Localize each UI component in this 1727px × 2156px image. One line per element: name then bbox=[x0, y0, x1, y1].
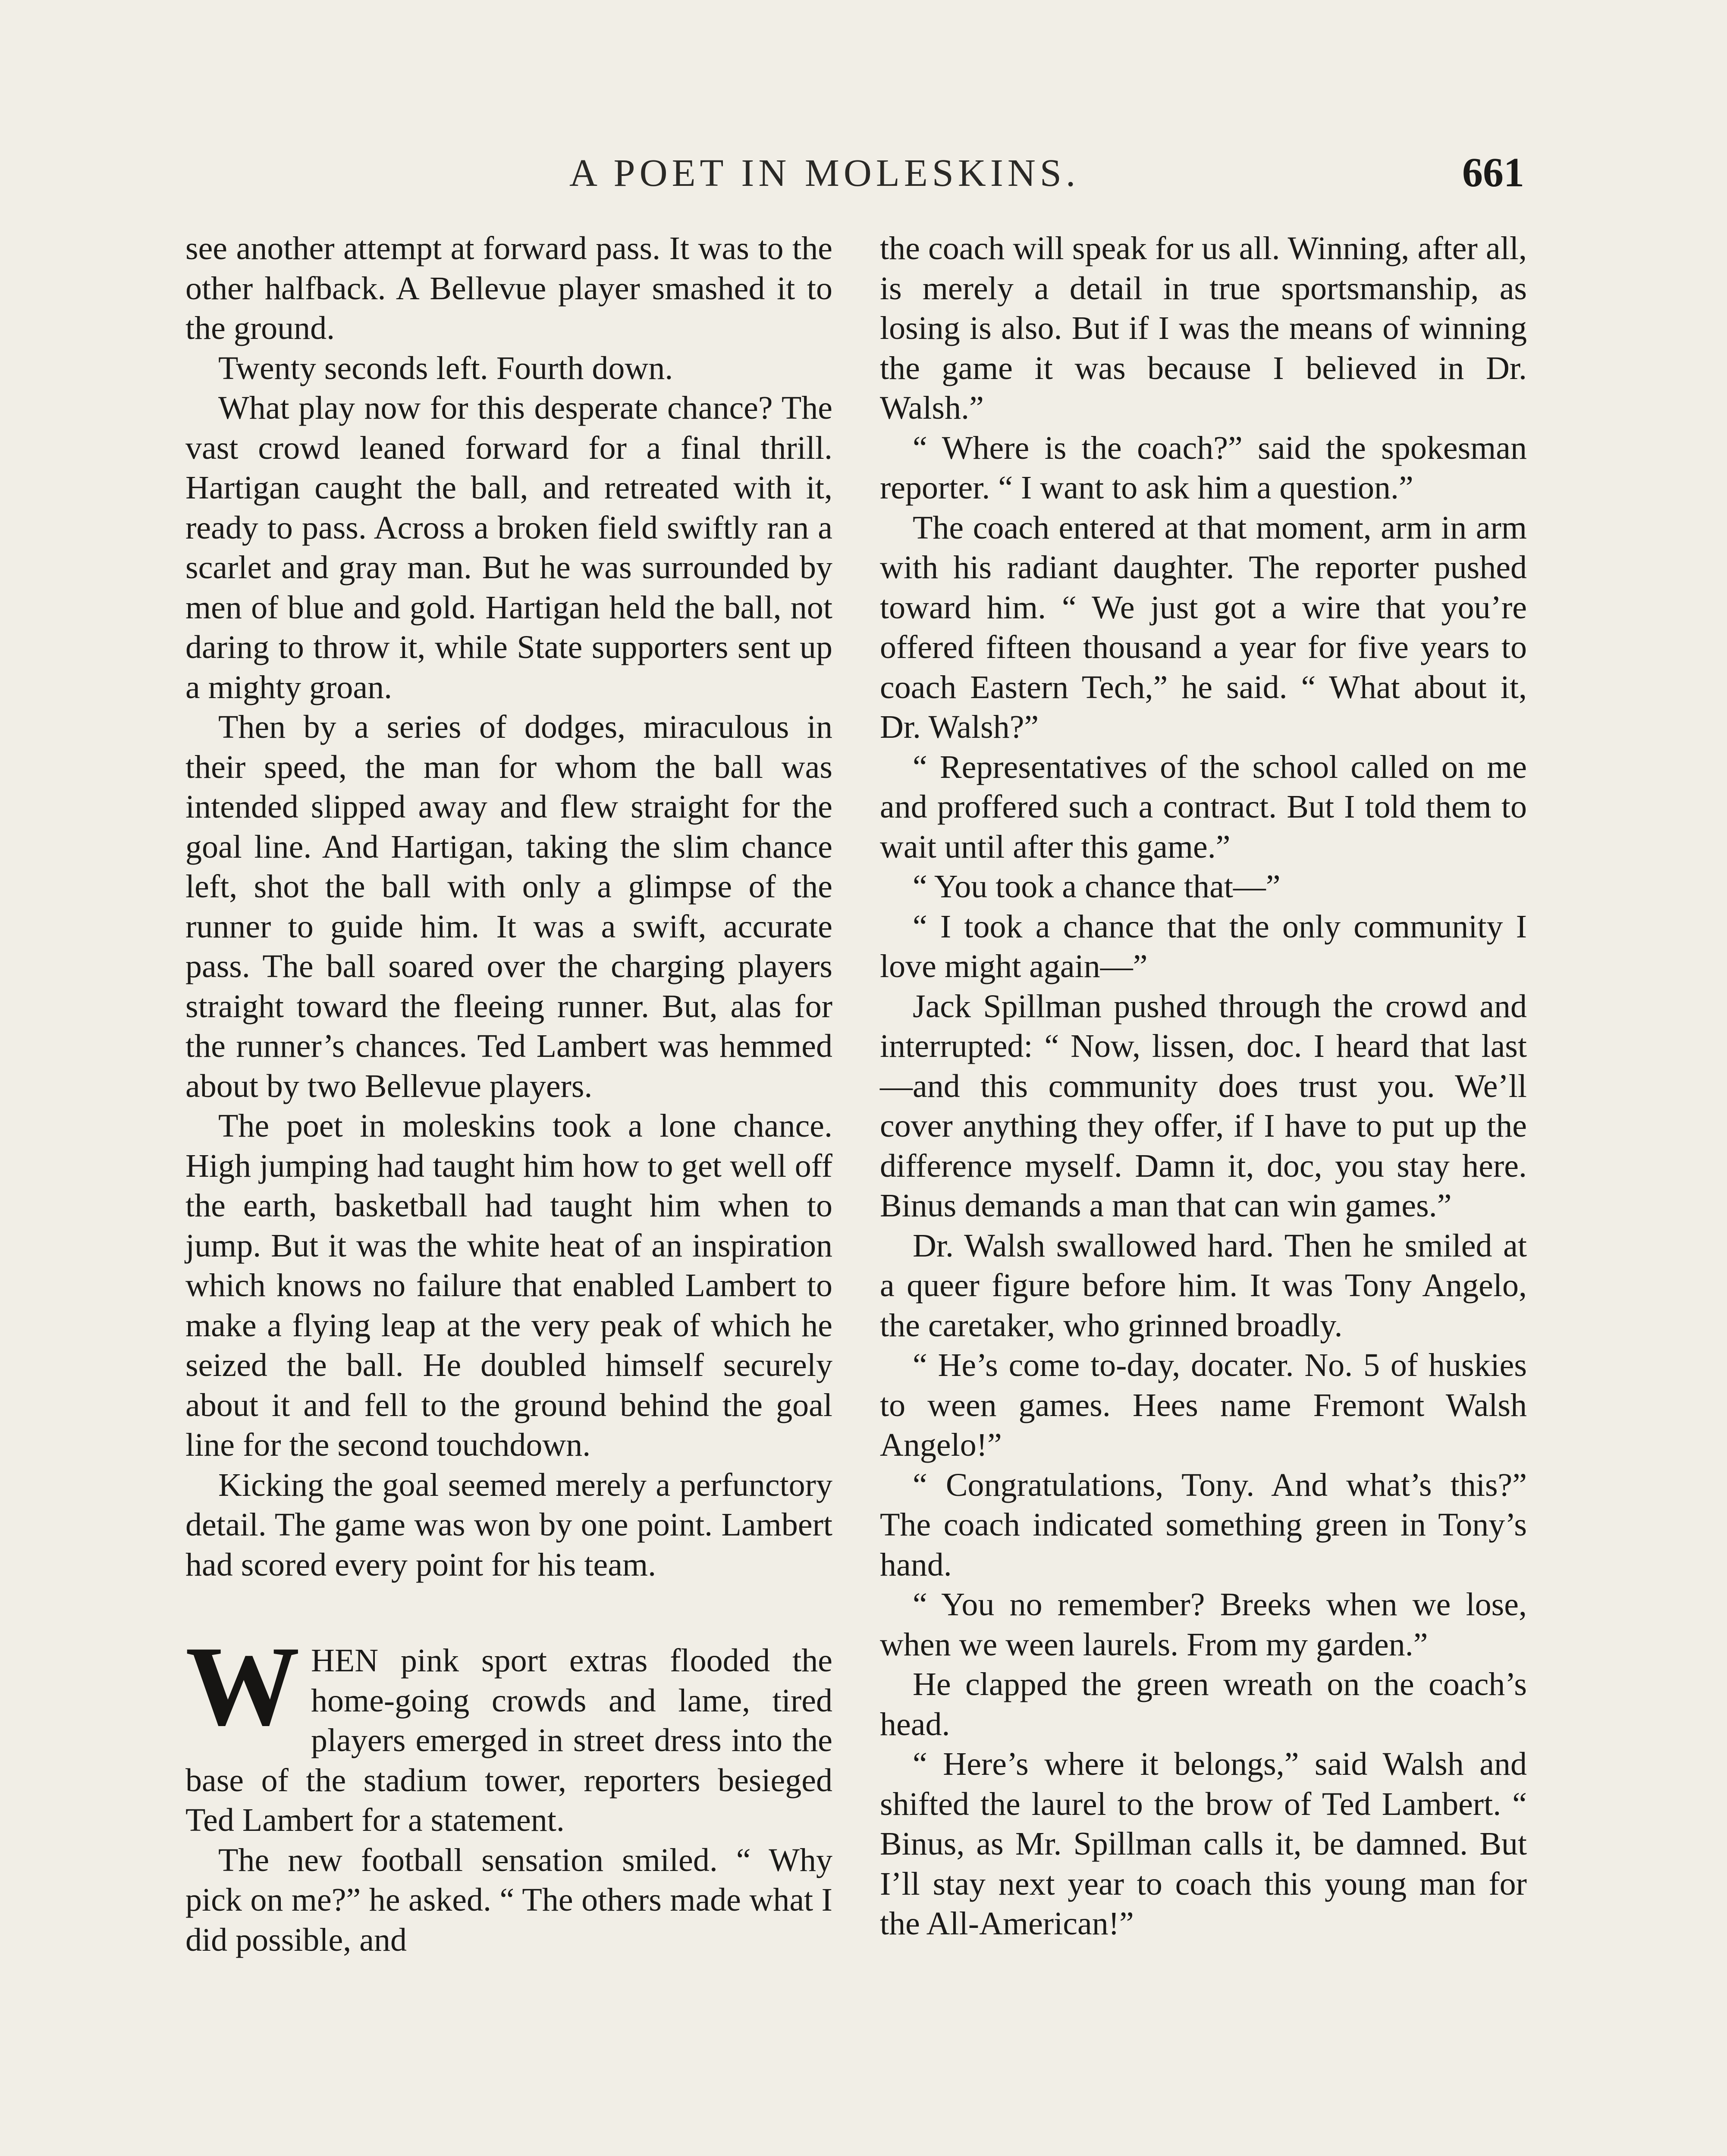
paragraph: the coach will speak for us all. Winning, after all, is merely a detail in true sportsmanship, as losing is also. But if I was the means of winning the game it was because I believed in Dr. Walsh.” bbox=[880, 230, 1527, 426]
paragraph: Jack Spillman pushed through the crowd and interrupted: “ Now, lissen, doc. I heard that last—and this community does trust you. We’ll cover anything they offer, if I have to put up the difference myself. Damn it, doc, you stay here. Binus demands a man that can win games.” bbox=[880, 988, 1527, 1224]
left-column bbox=[185, 229, 832, 1960]
paragraph: “ Where is the coach?” said the spokesman reporter. “ I want to ask him a question.” bbox=[880, 429, 1527, 506]
paragraph: “ You took a chance that—” bbox=[913, 868, 1281, 905]
paragraph: Twenty seconds left. Fourth down. bbox=[218, 350, 673, 386]
paragraph: “ Congratulations, Tony. And what’s this?” The coach indicated something green in Tony’s hand. bbox=[880, 1467, 1527, 1583]
paragraph: “ You no remember? Breeks when we lose, when we ween laurels. From my garden.” bbox=[880, 1586, 1527, 1663]
running-title: A POET IN MOLESKINS. bbox=[569, 152, 1080, 194]
paragraph: What play now for this desperate chance? The vast crowd leaned forward for a final thrill. Hartigan caught the ball, and retreated with it, ready to pass. Across a broken field swiftly ran a scarlet and gray man. But he was surrounded by men of blue and gold. Hartigan held the ball, not daring to throw it, while State supporters sent up a mighty groan. bbox=[185, 390, 832, 705]
paragraph: Then by a series of dodges, miraculous in their speed, the man for whom the ball was intended slipped away and flew straight for the goal line. And Hartigan, taking the slim chance left, shot the ball with only a glimpse of the runner to guide him. It was a swift, accurate pass. The ball soared over the charging players straight toward the fleeing runner. But, alas for the runner’s chances. Ted Lambert was hemmed about by two Bellevue players. bbox=[185, 709, 832, 1104]
paragraph: Kicking the goal seemed merely a perfunctory detail. The game was won by one point. Lambert had scored every point for his team. bbox=[185, 1467, 832, 1583]
paragraph: Dr. Walsh swallowed hard. Then he smiled at a queer figure before him. It was Tony Angelo, the caretaker, who grinned broadly. bbox=[880, 1227, 1527, 1344]
paragraph: The new football sensation smiled. “ Why pick on me?” he asked. “ The others made what I did possible, and bbox=[185, 1842, 832, 1958]
page-header bbox=[0, 151, 1727, 203]
paragraph: see another attempt at forward pass. It was to the other halfback. A Bellevue player smashed it to the ground. bbox=[185, 230, 832, 346]
drop-cap: W bbox=[185, 1623, 300, 1749]
article-body bbox=[185, 229, 1527, 1960]
right-column bbox=[880, 229, 1527, 1960]
paragraph: “ He’s come to-day, docater. No. 5 of huskies to ween games. Hees name Fremont Walsh Angelo!” bbox=[880, 1347, 1527, 1463]
paragraph: He clapped the green wreath on the coach’s head. bbox=[880, 1666, 1527, 1742]
paragraph: “ Here’s where it belongs,” said Walsh and shifted the laurel to the brow of Ted Lambert. “ Binus, as Mr. Spillman calls it, be damned. But I’ll stay next year to coach this young man for the All-American!” bbox=[880, 1746, 1527, 1942]
section-opening-paragraph bbox=[185, 1623, 832, 1840]
paragraph: The coach entered at that moment, arm in arm with his radiant daughter. The reporter pushed toward him. “ We just got a wire that you’re offered fifteen thousand a year for five years to coach Eastern Tech,” he said. “ What about it, Dr. Walsh?” bbox=[880, 509, 1527, 745]
paragraph: The poet in moleskins took a lone chance. High jumping had taught him how to get well off the earth, basketball had taught him when to jump. But it was the white heat of an inspiration which knows no failure that enabled Lambert to make a flying leap at the very peak of which he seized the ball. He doubled himself securely about it and fell to the ground behind the goal line for the second touchdown. bbox=[185, 1108, 832, 1463]
page-number: 661 bbox=[1462, 149, 1524, 195]
paragraph: “ Representatives of the school called on me and proffered such a contract. But I told them to wait until after this game.” bbox=[880, 749, 1527, 865]
paragraph: “ I took a chance that the only community I love might again—” bbox=[880, 908, 1527, 984]
paragraph-text: HEN pink sport extras flooded the home-going crowds and lame, tired players emerged in street dress into the base of the stadium tower, reporters besieged Ted Lambert for a statement. bbox=[185, 1642, 832, 1838]
